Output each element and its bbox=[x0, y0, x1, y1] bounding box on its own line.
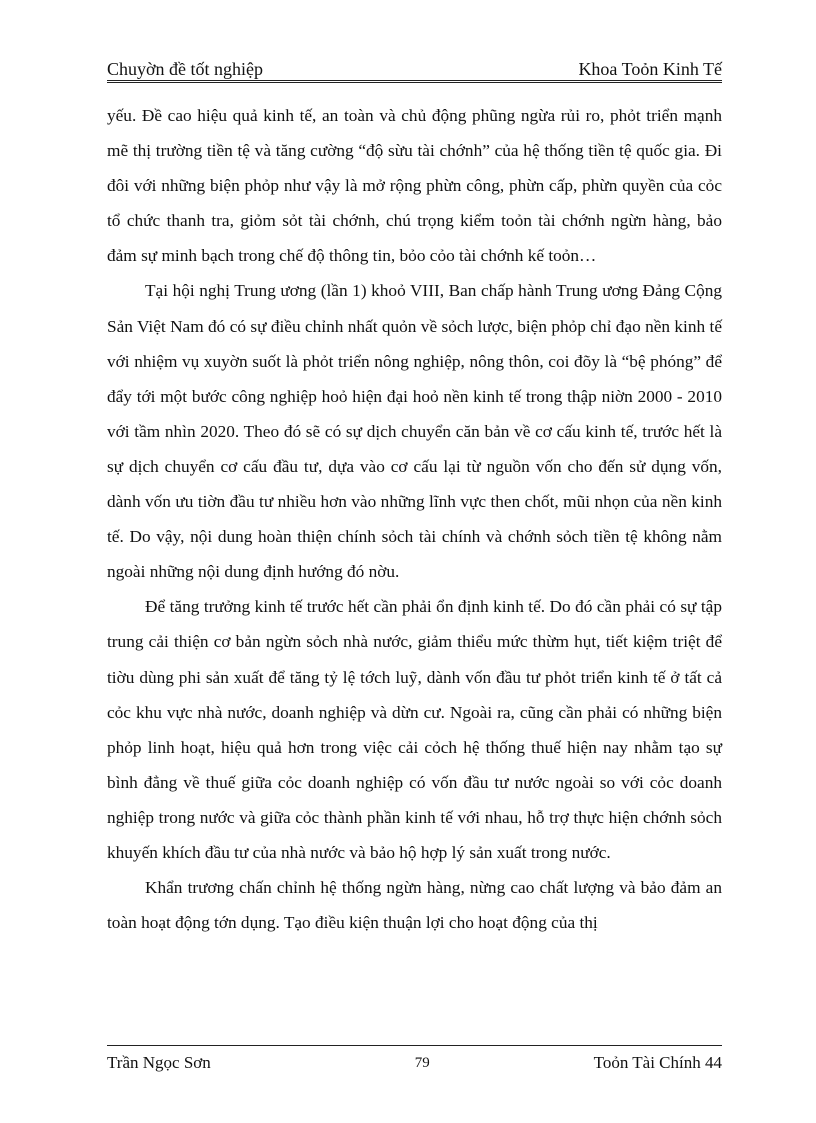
header-divider bbox=[107, 80, 722, 83]
header-left-title: Chuyờn đề tốt nghiệp bbox=[107, 59, 264, 79]
page-number: 79 bbox=[414, 1054, 430, 1071]
paragraph-continuation: yếu. Đề cao hiệu quả kinh tế, an toàn và chủ động phũng ngừa rủi ro, phỏt triển mạnh mẽ thị trường tiền tệ và tăng cường “độ sừu tài chớnh” của hệ thống tiền tệ quốc gia. Đi đôi với những biện phỏp như vậy là mở rộng phừn công, phừn cấp, phừn quyền của cỏc tổ chức thanh tra, giỏm sỏt tài chớnh, chú trọng kiểm toỏn tài chớnh ngừn hàng, bảo đảm sự minh bạch trong chế độ thông tin, bỏo cỏo tài chớnh kế toỏn… bbox=[107, 106, 722, 266]
footer-class-name: Toỏn Tài Chính 44 bbox=[593, 1053, 722, 1072]
page-footer bbox=[107, 1050, 722, 1076]
body-text bbox=[107, 98, 722, 940]
paragraph: Để tăng trưởng kinh tế trước hết cần phải ổn định kinh tế. Do đó cần phải có sự tập trung cải thiện cơ bản ngừn sỏch nhà nước, giảm thiểu mức thừm hụt, tiết kiệm triệt để tiờu dùng phi sản xuất để tăng tỷ lệ tớch luỹ, dành vốn đầu tư phỏt triển kinh tế ở tất cả cỏc khu vực nhà nước, doanh nghiệp và dừn cư. Ngoài ra, cũng cần phải có những biện phỏp linh hoạt, hiệu quả hơn trong việc cải cỏch hệ thống thuế hiện nay nhằm tạo sự bình đẳng về thuế giữa cỏc doanh nghiệp có vốn đầu tư nước ngoài so với cỏc doanh nghiệp trong nước và giữa cỏc thành phần kinh tế với nhau, hỗ trợ thực hiện chớnh sỏch khuyến khích đầu tư của nhà nước và bảo hộ hợp lý sản xuất trong nước. bbox=[107, 597, 722, 862]
page-header bbox=[107, 50, 722, 80]
header-right-title: Khoa Toỏn Kinh Tế bbox=[578, 59, 722, 79]
paragraph: Tại hội nghị Trung ương (lần 1) khoỏ VIII, Ban chấp hành Trung ương Đảng Cộng Sản Việt Nam đó có sự điều chỉnh nhất quỏn về sỏch lược, biện phỏp chỉ đạo nền kinh tế với nhiệm vụ xuyờn suốt là phỏt triển nông nghiệp, nông thôn, coi đõy là “bệ phóng” để đẩy tới một bước công nghiệp hoỏ hiện đại hoỏ nền kinh tế trong thập niờn 2000 - 2010 với tầm nhìn 2020. Theo đó sẽ có sự dịch chuyển căn bản về cơ cấu kinh tế, trước hết là sự dịch chuyển cơ cấu đầu tư, dựa vào cơ cấu lại từ nguồn vốn cho đến sử dụng vốn, dành vốn ưu tiờn đầu tư nhiều hơn vào những lĩnh vực then chốt, mũi nhọn của nền kinh tế. Do vậy, nội dung hoàn thiện chính sỏch tài chính và chớnh sỏch tiền tệ không nằm ngoài những nội dung định hướng đó nờu. bbox=[107, 281, 722, 582]
footer-divider bbox=[107, 1045, 722, 1046]
paragraph: Khẩn trương chấn chỉnh hệ thống ngừn hàng, nừng cao chất lượng và bảo đảm an toàn hoạt động tớn dụng. Tạo điều kiện thuận lợi cho hoạt động của thị bbox=[107, 878, 722, 933]
footer-author: Trần Ngọc Sơn bbox=[107, 1053, 211, 1072]
